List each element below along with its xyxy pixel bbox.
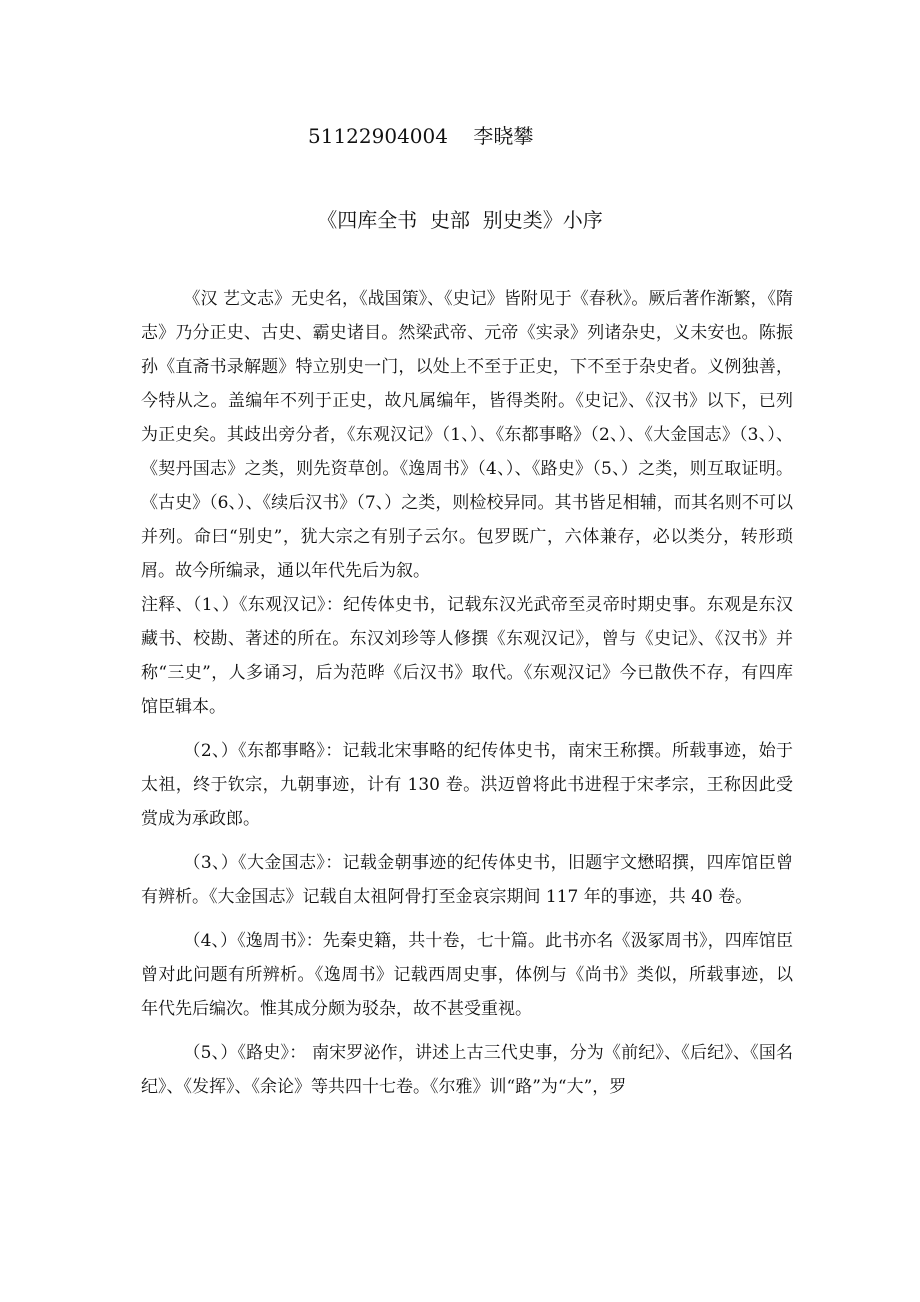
student-id-and-name: 51122904004 李晓攀 [308,124,534,148]
note-3-paragraph: （3、）《大金国志》：记载金朝事迹的纪传体史书，旧题宇文懋昭撰，四库馆臣曾有辨析。《大金国志》记载自太祖阿骨打至金哀宗期间 117 年的事迹，共 40 卷。 [141,853,793,907]
note-5-paragraph: （5、）《路史》： 南宋罗泌作，讲述上古三代史事，分为《前纪》、《后纪》、《国名纪》、《发挥》、《余论》等共四十七卷。《尔雅》训“路”为“大”，罗 [141,1043,793,1097]
document-title: 《四库全书 史部 别史类》小序 [317,208,603,232]
document-body [141,282,793,1104]
note-4-paragraph: （4、）《逸周书》：先秦史籍，共十卷，七十篇。此书亦名《汲冢周书》，四库馆臣曾对此问题有所辨析。《逸周书》记载西周史事，体例与《尚书》类似，所载事迹，以年代先后编次。惟其成分颇为驳杂，故不甚受重视。 [141,931,793,1019]
note-2-paragraph: （2、）《东都事略》：记载北宋事略的纪传体史书，南宋王称撰。所载事迹，始于太祖，终于钦宗，九朝事迹，计有 130 卷。洪迈曾将此书进程于宋孝宗，王称因此受赏成为承政郎。 [141,741,793,829]
preface-paragraph: 《汉 艺文志》无史名，《战国策》、《史记》皆附见于《春秋》。厥后著作渐繁，《隋志》乃分正史、古史、霸史诸目。然梁武帝、元帝《实录》列诸杂史，义未安也。陈振孙《直斋书录解题》特立别史一门，以处上不至于正史，下不至于杂史者。义例独善，今特从之。盖编年不列于正史，故凡属编年，皆得类附。《史记》、《汉书》以下，已列为正史矣。其歧出旁分者，《东观汉记》（1、）、《东都事略》（2、）、《大金国志》（3、）、《契丹国志》之类，则先资草创。《逸周书》（4、）、《路史》（5、）之类，则互取证明。《古史》（6、）、《续后汉书》（7、）之类，则检校异同。其书皆足相辅，而其名则不可以并列。命曰“别史”，犹大宗之有别子云尔。包罗既广，六体兼存，必以类分，转形琐屑。故今所编录，通以年代先后为叙。 [141,289,793,581]
note-1-paragraph: 注释、（1、）《东观汉记》：纪传体史书，记载东汉光武帝至灵帝时期史事。东观是东汉藏书、校勘、著述的所在。东汉刘珍等人修撰《东观汉记》，曾与《史记》、《汉书》并称“三史”，人多诵习，后为范晔《后汉书》取代。《东观汉记》今已散佚不存，有四库馆臣辑本。 [141,595,793,717]
